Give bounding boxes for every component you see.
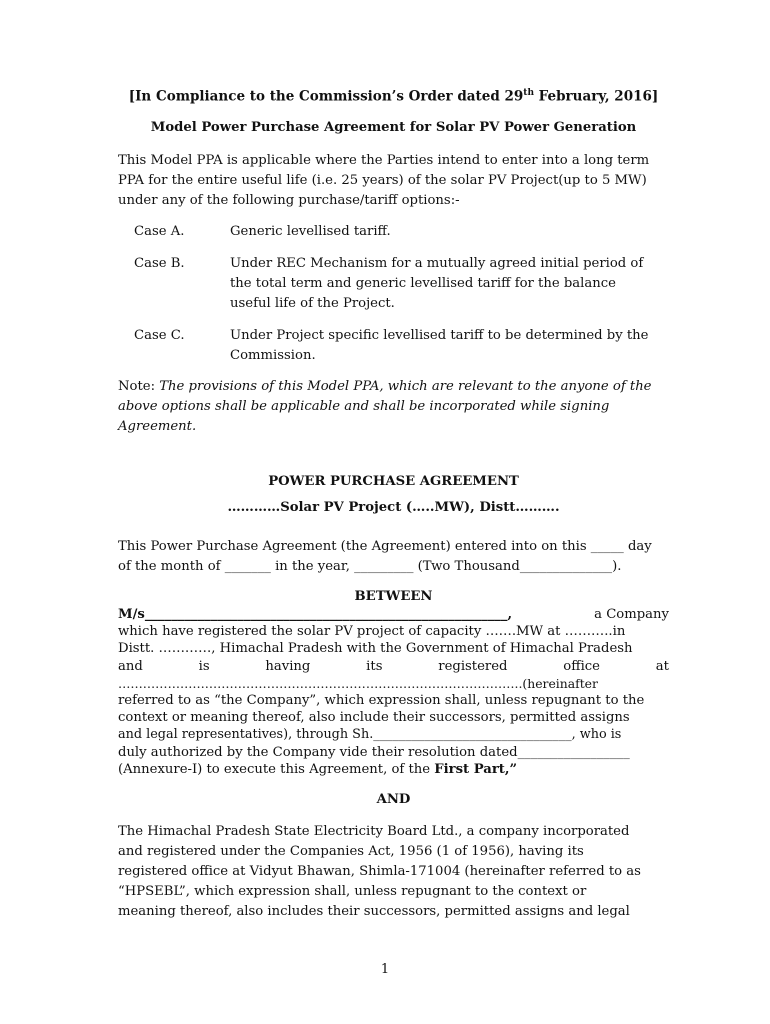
ppa-title: POWER PURCHASE AGREEMENT <box>268 474 519 489</box>
word: registered <box>438 658 508 674</box>
between-line: which have registered the solar PV project of capacity …….MW at ………..in <box>118 624 626 640</box>
case-a-text <box>230 222 670 242</box>
case-line: Commission. <box>230 348 316 363</box>
intro-line: This Model PPA is applicable where the Parties intend to enter into a long term <box>118 153 650 168</box>
and-line: The Himachal Pradesh State Electricity Board Ltd., a company incorporated <box>118 824 630 839</box>
first-part: First Part,” <box>434 761 518 777</box>
between-paragraph <box>118 606 669 778</box>
compliance-heading <box>118 88 669 105</box>
word: having <box>265 658 311 674</box>
case-c-label: Case C. <box>134 328 185 343</box>
between-line <box>118 606 669 623</box>
note-label: Note: <box>118 379 156 394</box>
and-line: meaning thereof, also includes their successors, permitted assigns and legal <box>118 904 630 919</box>
ppa-entered-paragraph <box>118 537 669 577</box>
ms-label: M/s_______________________________________________________, <box>118 607 513 622</box>
note-text: The provisions of this Model PPA, which are relevant to the anyone of the <box>155 379 652 394</box>
case-line: Under Project specific levellised tariff to be determined by the <box>230 328 649 343</box>
case-line: useful life of the Project. <box>230 296 395 311</box>
and-line: and registered under the Companies Act, 1956 (1 of 1956), having its <box>118 844 584 859</box>
between-line: and legal representatives), through Sh._______________________________, who is <box>118 727 622 743</box>
between-line: referred to as “the Company”, which expression shall, unless repugnant to the <box>118 693 645 709</box>
line-prefix: (Annexure-I) to execute this Agreement, of the <box>118 761 435 777</box>
and-paragraph <box>118 822 669 922</box>
case-c-text <box>230 326 670 366</box>
intro-line: under any of the following purchase/tariff options:- <box>118 193 460 208</box>
between-line: ……………………………………………………………………………………..(hereinafter <box>118 675 598 691</box>
case-line: the total term and generic levellised tariff for the balance <box>230 276 616 291</box>
word: office <box>563 658 600 674</box>
word: at <box>655 658 669 674</box>
between-line <box>118 658 669 675</box>
and-line: “HPSEBL”, which expression shall, unless repugnant to the context or <box>118 884 587 899</box>
word: is <box>198 658 210 674</box>
note-paragraph <box>118 377 669 437</box>
intro-paragraph <box>118 151 669 211</box>
case-b-label: Case B. <box>134 256 185 271</box>
compliance-suffix: February, 2016] <box>533 88 659 105</box>
intro-line: PPA for the entire useful life (i.e. 25 years) of the solar PV Project(up to 5 MW) <box>118 173 647 188</box>
compliance-sup: th <box>523 88 534 98</box>
note-line: above options shall be applicable and shall be incorporated while signing <box>118 399 610 414</box>
and-line: registered office at Vidyut Bhawan, Shimla-171004 (hereinafter referred to as <box>118 864 641 879</box>
case-b-text <box>230 254 670 314</box>
between-line <box>118 761 669 778</box>
between-line: Distt. …………, Himachal Pradesh with the Government of Himachal Pradesh <box>118 641 633 657</box>
ppa-line: This Power Purchase Agreement (the Agreement) entered into on this _____ day <box>118 539 652 554</box>
ppa-line: of the month of _______ in the year, _________ (Two Thousand______________). <box>118 559 622 574</box>
and-heading: AND <box>376 792 411 807</box>
compliance-prefix: [In Compliance to the Commission’s Order dated 29 <box>128 88 524 105</box>
between-line: duly authorized by the Company vide their resolution dated_________________ <box>118 744 630 760</box>
ms-rest: a Company <box>594 607 669 622</box>
between-heading: BETWEEN <box>354 589 433 604</box>
model-title: Model Power Purchase Agreement for Solar PV Power Generation <box>150 120 637 135</box>
ppa-subtitle: …………Solar PV Project (…..MW), Distt………. <box>227 500 560 515</box>
case-a-label: Case A. <box>134 224 185 239</box>
case-line: Under REC Mechanism for a mutually agreed initial period of <box>230 256 644 271</box>
note-line: Agreement. <box>118 419 197 434</box>
page-number: 1 <box>380 962 390 977</box>
word: its <box>366 658 383 674</box>
between-line: context or meaning thereof, also include their successors, permitted assigns <box>118 710 630 726</box>
case-line: Generic levellised tariff. <box>230 224 391 239</box>
word: and <box>118 658 143 674</box>
note-line <box>118 377 669 397</box>
